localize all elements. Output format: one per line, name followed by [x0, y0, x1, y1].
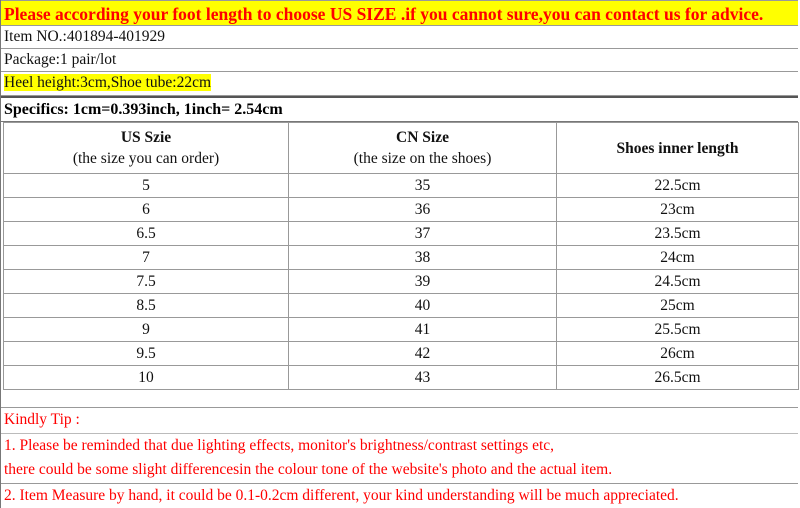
table-row: [4, 174, 799, 198]
cn-size-cell: 36: [289, 198, 557, 222]
table-row: [4, 246, 799, 270]
specifics-conversion: Specifics: 1cm=0.393inch, 1inch= 2.54cm: [1, 96, 798, 122]
cn-size-cell: 41: [289, 318, 557, 342]
inner-length-cell: 25cm: [557, 294, 799, 318]
cn-size-cell: 35: [289, 174, 557, 198]
header-cn-size: [289, 123, 557, 174]
cn-size-cell: 42: [289, 342, 557, 366]
header-us-size: [4, 123, 289, 174]
package-info: Package:1 pair/lot: [1, 49, 798, 72]
heel-height-info: Heel height:3cm,Shoe tube:22cm: [4, 74, 212, 91]
us-size-cell: 9.5: [4, 342, 289, 366]
tips-title: Kindly Tip :: [1, 408, 798, 434]
us-size-cell: 6: [4, 198, 289, 222]
table-row: [4, 270, 799, 294]
table-row: [4, 318, 799, 342]
cn-size-cell: 39: [289, 270, 557, 294]
kindly-tips: [1, 407, 798, 508]
table-row: [4, 366, 799, 390]
table-row: [4, 294, 799, 318]
header-us-size-title: US Szie: [120, 129, 172, 146]
header-inner-length: Shoes inner length: [557, 123, 799, 174]
cn-size-cell: 43: [289, 366, 557, 390]
table-row: [4, 198, 799, 222]
inner-length-cell: 26cm: [557, 342, 799, 366]
us-size-cell: 7: [4, 246, 289, 270]
size-table: [3, 122, 799, 390]
inner-length-cell: 24.5cm: [557, 270, 799, 294]
us-size-cell: 8.5: [4, 294, 289, 318]
cn-size-cell: 38: [289, 246, 557, 270]
heel-info-row: [1, 72, 798, 96]
cn-size-cell: 37: [289, 222, 557, 246]
tip-line-1: 1. Please be reminded that due lighting effects, monitor's brightness/contrast settings etc,: [4, 436, 555, 454]
inner-length-cell: 23cm: [557, 198, 799, 222]
header-cn-size-sub: (the size on the shoes): [353, 150, 492, 167]
header-us-size-sub: (the size you can order): [72, 150, 220, 167]
inner-length-cell: 24cm: [557, 246, 799, 270]
inner-length-cell: 25.5cm: [557, 318, 799, 342]
advice-banner: Please according your foot length to choose US SIZE .if you cannot sure,you can contact us for advice.: [1, 0, 798, 26]
table-row: [4, 222, 799, 246]
inner-length-cell: 22.5cm: [557, 174, 799, 198]
tip-line-3: 2. Item Measure by hand, it could be 0.1-0.2cm different, your kind understanding will be much appreciated.: [4, 486, 679, 504]
inner-length-cell: 23.5cm: [557, 222, 799, 246]
table-row: [4, 342, 799, 366]
tip-line-2: there could be some slight differencesin the colour tone of the website's photo and the actual item.: [1, 458, 798, 484]
us-size-cell: 6.5: [4, 222, 289, 246]
us-size-cell: 7.5: [4, 270, 289, 294]
header-cn-size-title: CN Size: [396, 129, 449, 146]
us-size-cell: 5: [4, 174, 289, 198]
inner-length-cell: 26.5cm: [557, 366, 799, 390]
us-size-cell: 10: [4, 366, 289, 390]
cn-size-cell: 40: [289, 294, 557, 318]
item-number: Item NO.:401894-401929: [1, 26, 798, 49]
us-size-cell: 9: [4, 318, 289, 342]
size-table-header: [4, 123, 799, 174]
